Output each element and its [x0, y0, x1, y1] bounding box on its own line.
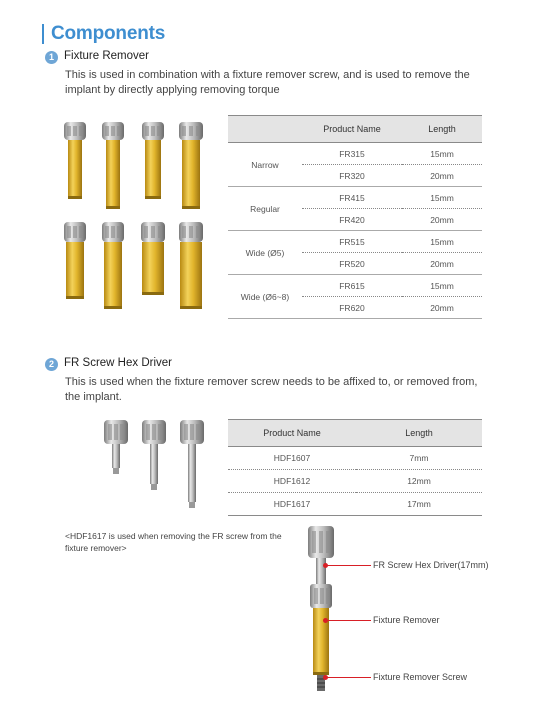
table-row	[228, 470, 482, 493]
product-name: HDF1617	[228, 493, 356, 516]
fixture-remover-table	[228, 115, 482, 319]
group-label: Regular	[228, 187, 302, 231]
length: 12mm	[356, 470, 482, 493]
product-name: FR515	[302, 231, 402, 253]
product-name: FR520	[302, 253, 402, 275]
length: 20mm	[402, 253, 482, 275]
product-name: FR615	[302, 275, 402, 297]
product-name: FR620	[302, 297, 402, 319]
product-name: FR320	[302, 165, 402, 187]
section-heading: Fixture Remover	[64, 50, 149, 62]
group-label: Wide (Ø5)	[228, 231, 302, 275]
column-header: Length	[356, 420, 482, 447]
product-name: FR315	[302, 143, 402, 165]
table-row	[228, 275, 482, 297]
callout-label: FR Screw Hex Driver(17mm)	[373, 560, 489, 570]
column-header: Product Name	[302, 116, 402, 143]
callout-line	[327, 620, 371, 621]
table-row	[228, 143, 482, 165]
length: 7mm	[356, 447, 482, 470]
column-header: Length	[402, 116, 482, 143]
hex-driver-illustration	[100, 418, 210, 510]
section-heading: FR Screw Hex Driver	[64, 357, 172, 369]
product-name: FR415	[302, 187, 402, 209]
hex-driver-table	[228, 419, 482, 516]
length: 15mm	[402, 275, 482, 297]
page-title: Components	[42, 24, 165, 44]
length: 20mm	[402, 209, 482, 231]
length: 20mm	[402, 297, 482, 319]
length: 15mm	[402, 143, 482, 165]
section-description: This is used in combination with a fixture remover screw, and is used to remove the implant by directly applying removing torque	[65, 69, 470, 96]
section-description: This is used when the fixture remover screw needs to be affixed to, or removed from, the implant.	[65, 376, 478, 403]
section-number-badge: 2	[45, 358, 58, 371]
assembly-illustration	[300, 524, 342, 696]
length: 15mm	[402, 187, 482, 209]
column-header: Product Name	[228, 420, 356, 447]
fixture-remover-illustration	[58, 118, 213, 314]
product-name: FR420	[302, 209, 402, 231]
table-row	[228, 187, 482, 209]
group-label: Narrow	[228, 143, 302, 187]
product-name: HDF1607	[228, 447, 356, 470]
callout-line	[327, 677, 371, 678]
section-number-badge: 1	[45, 51, 58, 64]
callout-line	[327, 565, 371, 566]
table-row	[228, 447, 482, 470]
column-header	[228, 116, 302, 143]
group-label: Wide (Ø6~8)	[228, 275, 302, 319]
length: 15mm	[402, 231, 482, 253]
product-name: HDF1612	[228, 470, 356, 493]
usage-note: <HDF1617 is used when removing the FR screw from the fixture remover>	[65, 531, 282, 553]
length: 20mm	[402, 165, 482, 187]
table-row	[228, 493, 482, 516]
table-row	[228, 231, 482, 253]
callout-label: Fixture Remover Screw	[373, 672, 468, 682]
length: 17mm	[356, 493, 482, 516]
callout-label: Fixture Remover	[373, 615, 440, 625]
